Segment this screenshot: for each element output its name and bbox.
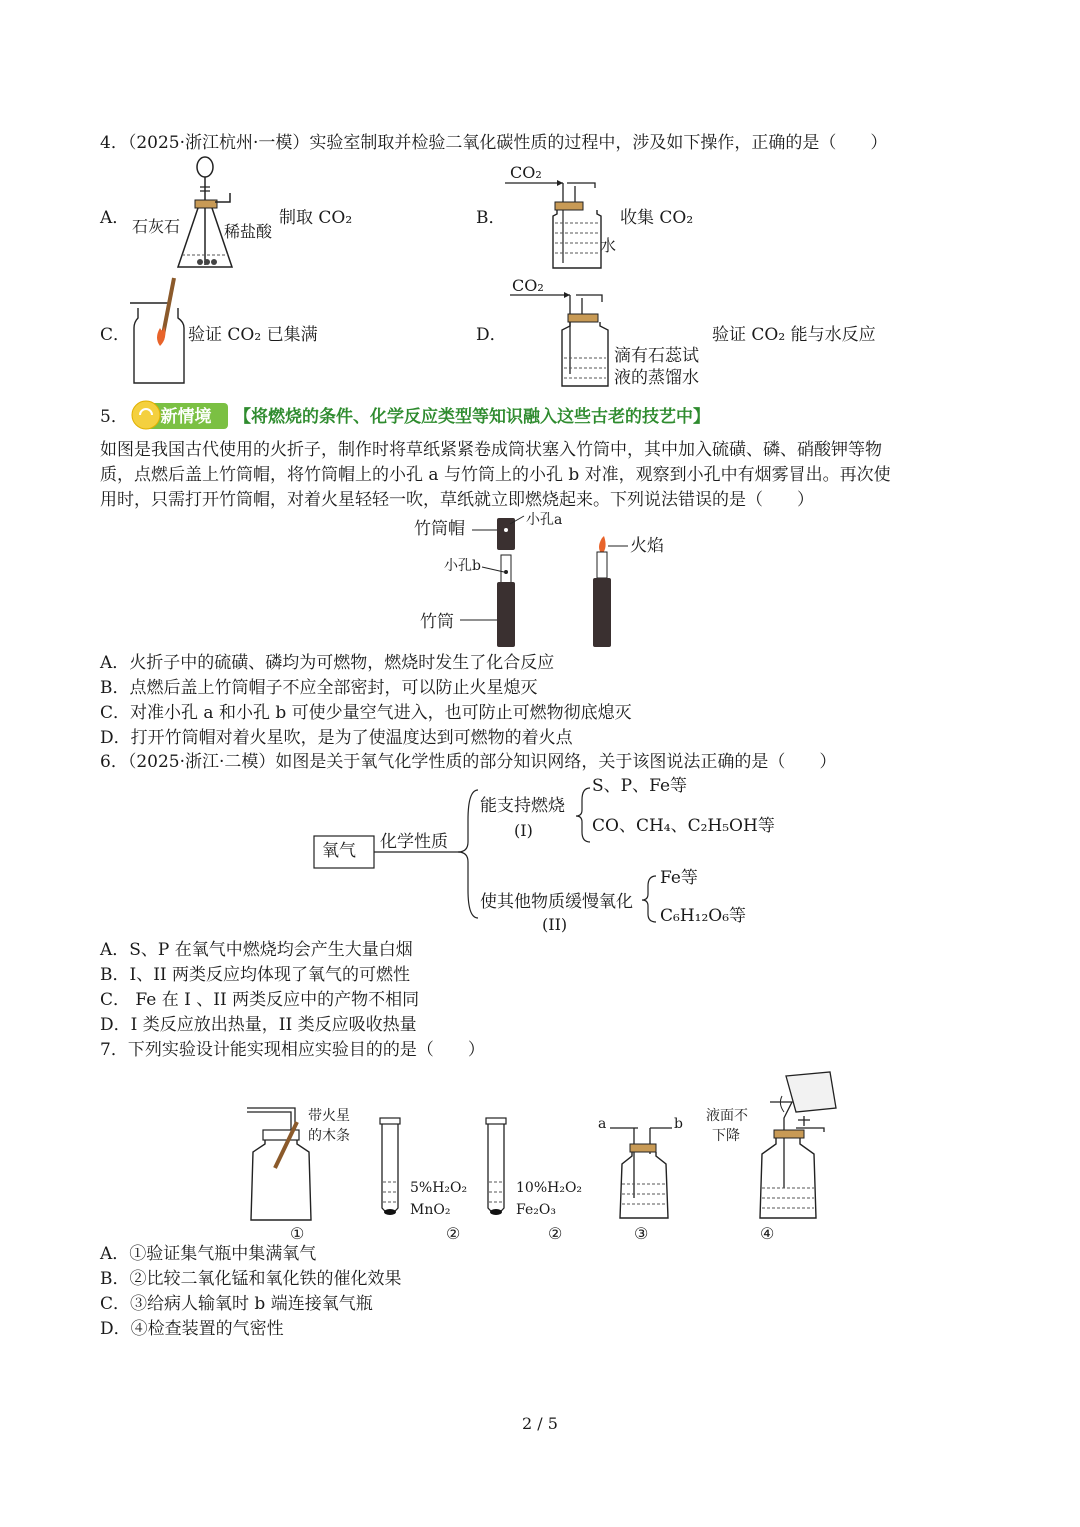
q5-option-a: A．火折子中的硫磺、磷均为可燃物，燃烧时发生了化合反应 [100, 653, 555, 673]
collection-bottle-figure [505, 178, 605, 270]
q5-option-d: D．打开竹筒帽对着火星吹，是为了使温度达到可燃物的着火点 [100, 728, 573, 748]
q7-fig2-test-tube [378, 1118, 402, 1220]
new-situation-badge [130, 399, 230, 431]
q4-option-b-letter: B． [476, 208, 506, 228]
hole-b-label: 小孔b [444, 558, 481, 574]
slow-oxidation-label: 使其他物质缓慢氧化 [480, 892, 633, 912]
co2-inlet-label-d: CO₂ [512, 276, 544, 295]
hole-a-label: 小孔a [526, 512, 563, 528]
q5-paragraph-2: 质，点燃后盖上竹筒帽，将竹筒帽上的小孔 a 与竹筒上的小孔 b 对准，观察到小孔中有烟雾冒出。再次使 [100, 465, 891, 485]
q4-stem: 4．（2025·浙江杭州·一模）实验室制取并检验二氧化碳性质的过程中，涉及如下操作，正确的是（ ） [100, 133, 888, 153]
tube-label: 竹筒 [420, 612, 454, 632]
page-number: 2 / 5 [522, 1414, 558, 1433]
cap-label: 竹筒帽 [414, 519, 465, 539]
q7-stem: 7．下列实验设计能实现相应实验目的的是（ ） [100, 1040, 485, 1060]
q6-option-c: C． Fe 在 I 、II 两类反应中的产物不相同 [100, 990, 420, 1010]
upper-item-1: S、P、Fe等 [592, 776, 688, 796]
water-label-b: 水 [600, 236, 617, 255]
q6-option-a: A．S、P 在氧气中燃烧均会产生大量白烟 [100, 940, 413, 960]
q7-fig5-label-2: 下降 [712, 1128, 740, 1144]
litmus-bottle-figure [510, 290, 610, 390]
q7-fig4-end-a: a [598, 1116, 607, 1132]
q7-fig2-number: ② [446, 1224, 461, 1243]
q7-fig3-bottom-label: Fe₂O₃ [516, 1202, 556, 1218]
flask-apparatus-figure [170, 155, 260, 280]
q5-option-b: B．点燃后盖上竹筒帽子不应全部密封，可以防止火星熄灭 [100, 678, 538, 698]
q7-option-c: C．③给病人输氧时 b 端连接氧气瓶 [100, 1294, 373, 1314]
badge-text: 新情境 [160, 407, 212, 426]
q6-option-d: D．I 类反应放出热量，II 类反应吸收热量 [100, 1015, 417, 1035]
litmus-label-line1: 滴有石蕊试 [614, 346, 699, 366]
lower-item-2: C₆H₁₂O₆等 [660, 906, 747, 926]
q7-fig5-number: ④ [760, 1224, 775, 1243]
oxygen-root: 氧气 [322, 841, 356, 861]
q7-fig3-number: ② [548, 1224, 563, 1243]
q7-fig4-end-b: b [674, 1116, 683, 1132]
q7-fig1-label-2: 的木条 [308, 1128, 350, 1144]
q5-number: 5． [100, 407, 128, 427]
q7-fig5-airtight-apparatus [752, 1068, 842, 1224]
q6-option-b: B．I、II 两类反应均体现了氧气的可燃性 [100, 965, 411, 985]
supports-combustion-label: 能支持燃烧 [480, 796, 565, 816]
q7-fig3-test-tube [484, 1118, 508, 1220]
limestone-label: 石灰石 [132, 217, 181, 236]
q5-option-c: C．对准小孔 a 和小孔 b 可使少量空气进入，也可防止可燃物彻底熄灭 [100, 703, 632, 723]
q7-fig4-wash-bottle [610, 1118, 676, 1220]
q7-fig3-top-label: 10%H₂O₂ [516, 1180, 583, 1196]
q7-fig2-bottom-label: MnO₂ [410, 1202, 451, 1218]
q7-option-d: D．④检查装置的气密性 [100, 1319, 284, 1339]
q4-option-d-letter: D． [476, 325, 507, 345]
q5-paragraph-3: 用时，只需打开竹筒帽，对着火星轻轻一吹，草纸就立即燃烧起来。下列说法错误的是（ ） [100, 490, 814, 510]
q4-option-a-letter: A． [100, 208, 130, 228]
dilute-acid-label: 稀盐酸 [224, 222, 273, 241]
q5-paragraph-1: 如图是我国古代使用的火折子，制作时将草纸紧紧卷成筒状塞入竹筒中，其中加入硫磺、磷、硝酸钾等物 [100, 440, 882, 460]
q4-option-c-letter: C． [100, 325, 131, 345]
q4-option-a-text: 制取 CO₂ [279, 208, 353, 228]
q4-option-b-text: 收集 CO₂ [620, 208, 694, 228]
q7-fig5-label-1: 液面不 [706, 1108, 748, 1124]
q6-stem: 6．（2025·浙江·二模）如图是关于氧气化学性质的部分知识网络，关于该图说法正确的是（ ） [100, 752, 837, 772]
litmus-label-line2: 液的蒸馏水 [614, 368, 699, 388]
lower-item-1: Fe等 [660, 868, 698, 888]
q4-option-d-text: 验证 CO₂ 能与水反应 [712, 325, 876, 345]
lower-tag: (II) [542, 915, 568, 934]
chemical-property-label: 化学性质 [380, 832, 448, 852]
burning-stick-bottle-figure [130, 278, 190, 388]
q7-fig2-top-label: 5%H₂O₂ [410, 1180, 468, 1196]
q7-fig1-number: ① [290, 1224, 305, 1243]
q7-fig1-gas-bottle [245, 1100, 315, 1225]
q4-option-c-text: 验证 CO₂ 已集满 [188, 325, 318, 345]
upper-tag: (I) [514, 821, 533, 840]
co2-inlet-label-b: CO₂ [510, 163, 542, 182]
q7-option-b: B．②比较二氧化锰和氧化铁的催化效果 [100, 1269, 402, 1289]
q7-fig4-number: ③ [634, 1224, 649, 1243]
q7-option-a: A．①验证集气瓶中集满氧气 [100, 1244, 317, 1264]
q5-headline: 【将燃烧的条件、化学反应类型等知识融入这些古老的技艺中】 [234, 407, 710, 427]
flame-label: 火焰 [630, 536, 664, 556]
upper-item-2: CO、CH₄、C₂H₅OH等 [592, 816, 775, 836]
q7-fig1-label-1: 带火星 [308, 1108, 350, 1124]
